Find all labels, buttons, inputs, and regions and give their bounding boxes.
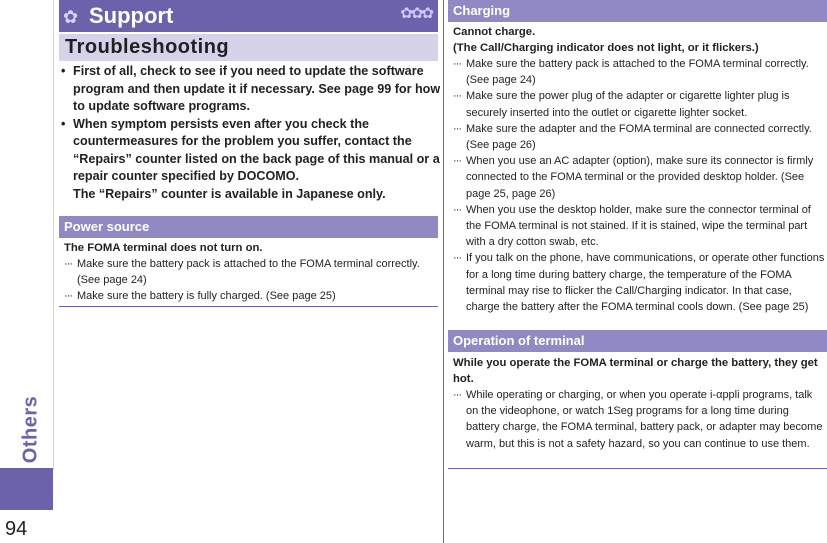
intro-bullet: • When symptom persists even after you check the countermeasures for the problem you suffer, contact the “Repairs” counter listed on the back page of this manual or a repair counter specified by DOCOMO. The “Repairs” counter is available in Japanese only.	[61, 116, 441, 204]
side-tab	[0, 0, 53, 510]
list-item: ··· Make sure the power plug of the adapter or cigarette lighter plug is securely inserted into the outlet or cigarette lighter socket.	[453, 90, 790, 119]
side-tab-marker	[0, 468, 53, 510]
section-title: Troubleshooting	[65, 36, 230, 58]
power-problem: The FOMA terminal does not turn on.	[64, 242, 263, 254]
intro-bullets	[61, 63, 441, 203]
page-title: Support	[89, 3, 174, 28]
list-item: ··· When you use the desktop holder, make sure the connector terminal of the FOMA terminal is not stained. If it is stained, wipe the terminal part with a dry cotton swab, etc.	[453, 203, 811, 249]
list-item: ··· If you talk on the phone, have communications, or operate other functions for a long time during battery charge, the temperature of the FOMA terminal may rise to flicker the Call/Charging indicator. In that case, charge the battery after the FOMA terminal cools down. (See page 25)	[453, 252, 825, 314]
troubleshooting-bar	[59, 34, 438, 61]
flower-decoration-icon: ✿✿✿	[400, 5, 432, 22]
operation-problem: While you operate the FOMA terminal or charge the battery, they get hot.	[453, 357, 818, 385]
section-rule	[448, 468, 827, 469]
page-number: 94	[5, 518, 28, 540]
intro-bullet: • First of all, check to see if you need to update the software program and then update it if necessary. See page 99 for how to update software programs.	[61, 63, 441, 116]
operation-heading: Operation of terminal	[448, 330, 827, 352]
power-source-heading: Power source	[59, 216, 438, 238]
power-items	[64, 256, 436, 305]
list-item: ··· Make sure the battery pack is attached to the FOMA terminal correctly. (See page 24)	[453, 58, 809, 87]
flower-icon: ✿	[63, 7, 79, 27]
list-item: ··· While operating or charging, or when you operate i-αppli programs, talk on the videophone, or watch 1Seg programs for a long time during battery charge, the FOMA terminal, battery pack, or adapter may become warm, but this is not a safety hazard, so you can continue to use them.	[453, 389, 823, 450]
charging-heading: Charging	[448, 0, 827, 22]
section-rule	[59, 306, 438, 307]
list-item: ··· Make sure the battery pack is attached to the FOMA terminal correctly. (See page 24)	[64, 258, 420, 287]
side-label: Others	[19, 395, 42, 464]
list-item: ··· When you use an AC adapter (option), make sure its connector is firmly connected to the FOMA terminal or the provided desktop holder. (See page 25, page 26)	[453, 155, 814, 200]
charging-problem: Cannot charge. (The Call/Charging indicator does not light, or it flickers.)	[453, 26, 759, 54]
list-item: ··· Make sure the adapter and the FOMA terminal are connected correctly. (See page 26)	[453, 122, 812, 152]
support-title-bar	[59, 0, 438, 32]
operation-items	[453, 387, 825, 452]
charging-items	[453, 56, 825, 315]
list-item: ··· Make sure the battery is fully charged. (See page 25)	[64, 290, 336, 303]
column-divider	[443, 0, 444, 543]
